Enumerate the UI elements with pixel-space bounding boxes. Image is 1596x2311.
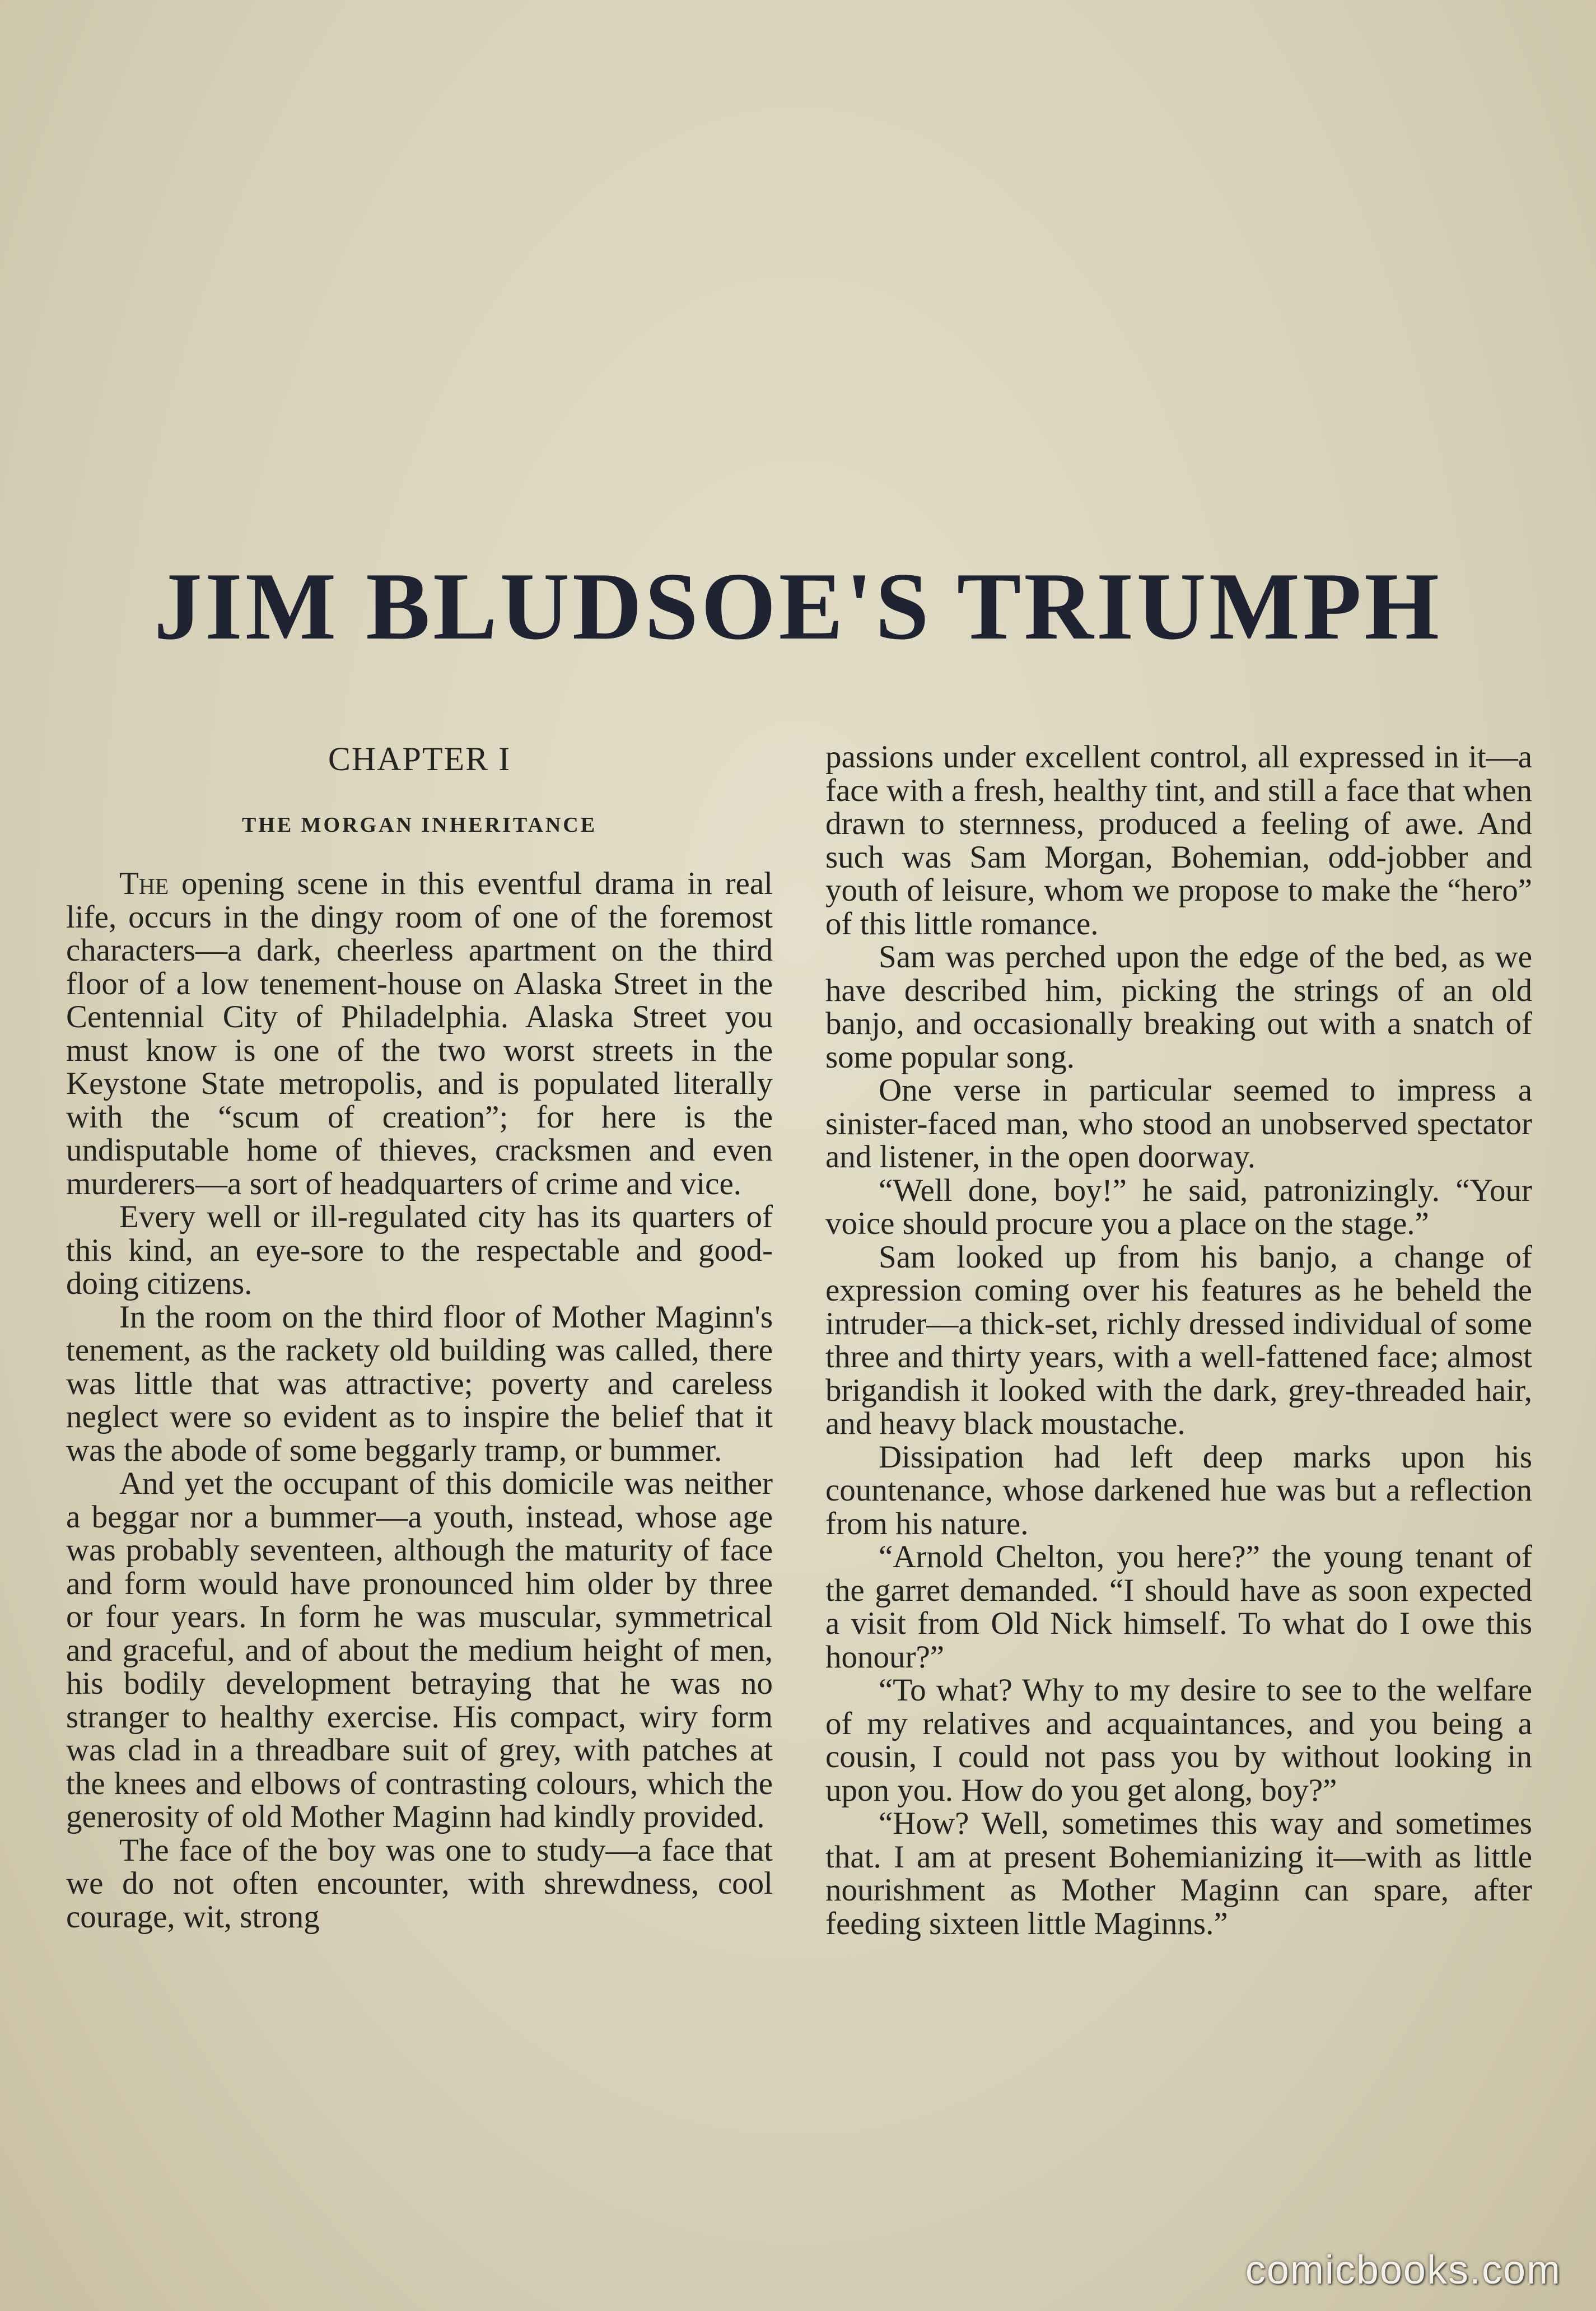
story-title: JIM BLUDSOE'S TRIUMPH [154,553,1442,660]
paragraph-text: opening scene in this eventful drama in real life, occurs in the dingy room of one of the foremost characters—a dark, cheerless apartment on the third floor of a low tenement-house on Alaska Street in the Centennial City of Philadelphia. Alaska Street you must know is one of the two worst streets in the Keystone State metropolis, and is populated literally with the “scum of creation”; for here is the undisputable home of thieves, cracksmen and even murderers—a sort of headquarters of crime and vice. [66,866,773,1201]
paragraph: Every well or ill-regulated city has its quarters of this kind, an eye-sore to the respectable and good-doing citizens. [66,1199,773,1301]
paragraph-continuation: passions under excellent control, all expressed in it—a face with a fresh, healthy tint, and still a face that when drawn to sternness, produced a feeling of awe. And such was Sam Morgan, Bohemian, odd-jobber and youth of leisure, whom we propose to make the “hero” of this little romance. [825,740,1532,942]
paragraph: The face of the boy was one to study—a face that we do not often encounter, with shrewdness, cool courage, wit, strong [66,1832,773,1935]
paragraph: And yet the occupant of this domicile was neither a beggar nor a bummer—a youth, instead, whose age was probably seventeen, although the maturity of face and form would have pronounced him older by three or four years. In form he was muscular, symmetrical and graceful, and of about the medium height of men, his bodily development betraying that he was no stranger to healthy exercise. His compact, wiry form was clad in a threadbare suit of grey, with patches at the knees and elbows of contrasting colours, which the generosity of old Mother Maginn had kindly provided. [66,1466,773,1834]
paragraph: “How? Well, sometimes this way and sometimes that. I am at present Bohemianizing it—with as little nourishment as Mother Maginn can spare, after feeding sixteen little Maginns.” [825,1806,1532,1941]
paragraph: “Arnold Chelton, you here?” the young tenant of the garret demanded. “I should have as soon expected a visit from Old Nick himself. To what do I owe this honour?” [825,1539,1532,1675]
paragraph: Sam looked up from his banjo, a change of expression coming over his features as he beheld the intruder—a thick-set, richly dressed individual of some three and thirty years, with a well-fattened face; almost brigandish it looked with the dark, grey-threaded hair, and heavy black moustache. [825,1239,1532,1441]
paragraph [66,867,773,1200]
chapter-heading: CHAPTER I [328,740,511,777]
watermark: comicbooks.com [1245,2248,1561,2293]
paragraph: One verse in particular seemed to impress a sinister-faced man, who stood an unobserved spectator and listener, in the open doorway. [825,1073,1532,1175]
paragraph: Dissipation had left deep marks upon his countenance, whose darkened hue was but a reflection from his nature. [825,1439,1532,1541]
paragraph: “Well done, boy!” he said, patronizingly. “Your voice should procure you a place on the stage.” [825,1172,1532,1241]
paragraph: “To what? Why to my desire to see to the welfare of my relatives and acquaintances, and you being a cousin, I could not pass you by without looking in upon you. How do you get along, boy?” [825,1672,1532,1808]
chapter-subtitle: THE MORGAN INHERITANCE [241,813,598,837]
left-column [66,739,773,2246]
paragraph: Sam was perched upon the edge of the bed, as we have described him, picking the strings of an old banjo, and occasionally breaking out with a snatch of some popular song. [825,939,1532,1075]
right-column [825,740,1532,2247]
first-word: The [119,866,169,901]
paragraph: In the room on the third floor of Mother Maginn's tenement, as the rackety old building was called, there was little that was attractive; poverty and careless neglect were so evident as to inspire the belief that it was the abode of some beggarly tramp, or bummer. [66,1299,773,1468]
